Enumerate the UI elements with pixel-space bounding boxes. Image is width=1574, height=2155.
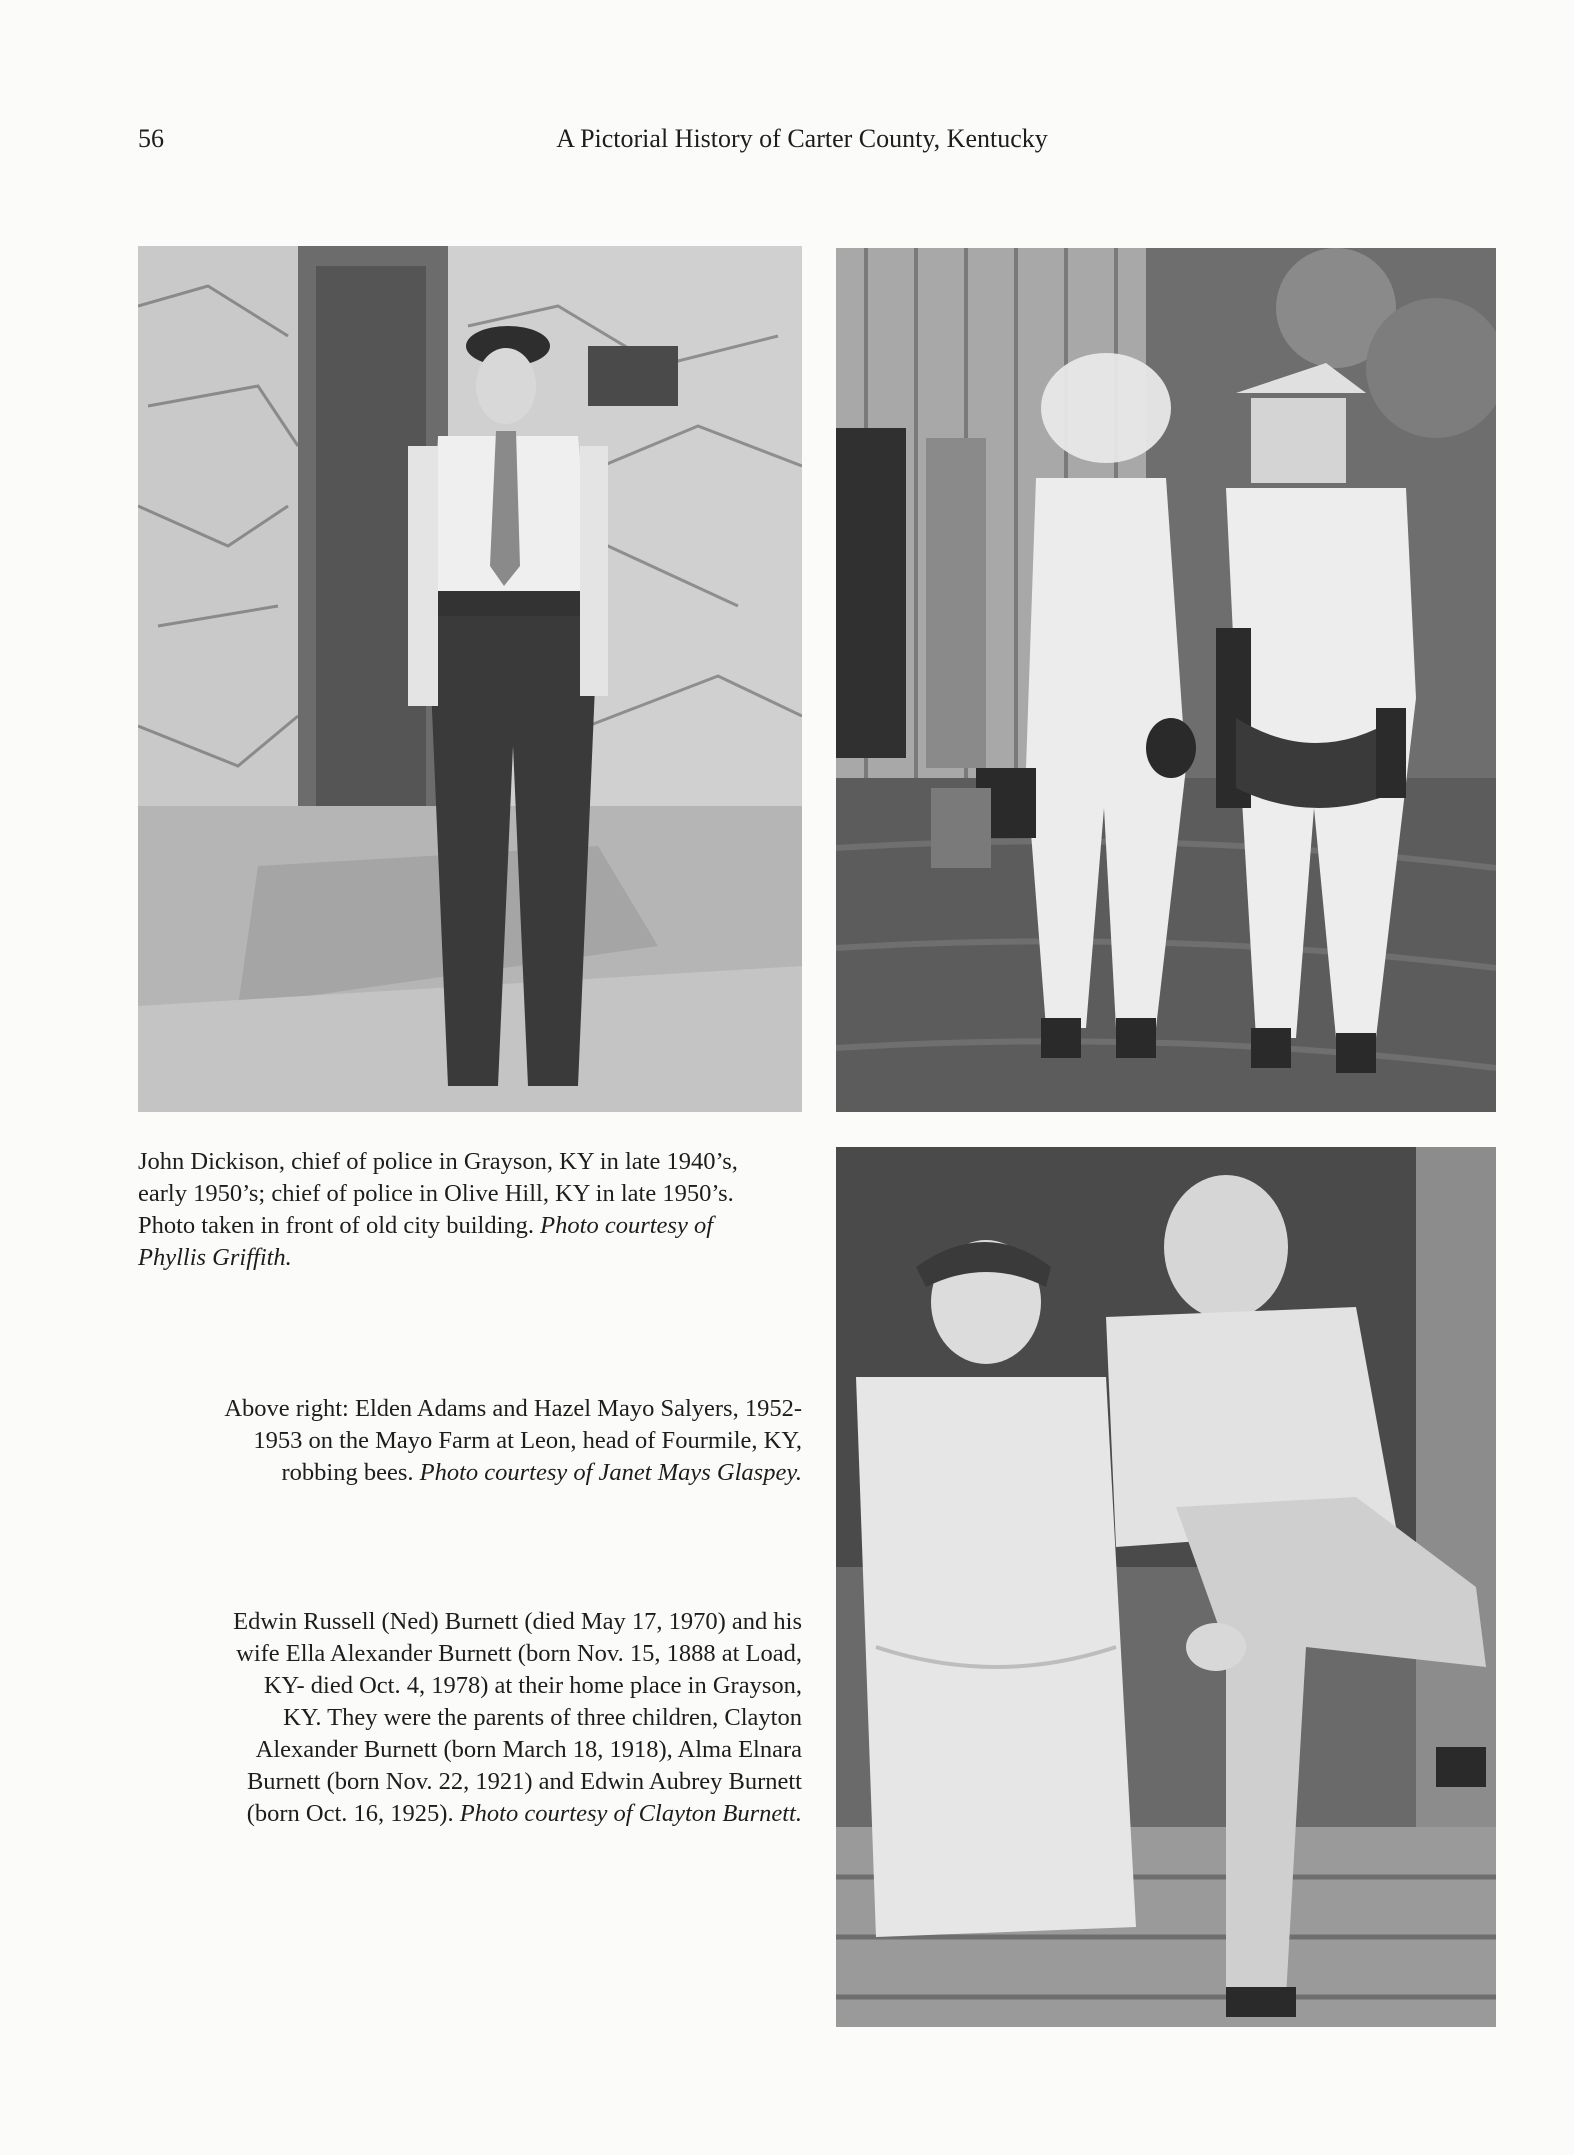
caption-line: early 1950’s; chief of police in Olive Hill, KY in late 1950’s. [138, 1180, 734, 1207]
caption-elderly-couple [140, 1606, 802, 1830]
running-title: A Pictorial History of Carter County, Kentucky [556, 124, 1048, 153]
caption-beekeepers [140, 1393, 802, 1489]
photo-credit: Photo courtesy of Janet Mays Glaspey. [419, 1459, 802, 1486]
photo-credit: Photo courtesy of [540, 1212, 713, 1239]
page-header [0, 124, 1574, 164]
caption-text: Photo taken in front of old city building. [138, 1212, 541, 1239]
photo-credit: Photo courtesy of Clayton Burnett. [459, 1800, 802, 1827]
caption-line [140, 1798, 802, 1830]
photo-beekeepers [836, 248, 1496, 1112]
caption-line: KY- died Oct. 4, 1978) at their home place in Grayson, [263, 1672, 802, 1699]
photo-elderly-couple [836, 1147, 1496, 2027]
caption-line: wife Ella Alexander Burnett (born Nov. 15, 1888 at Load, [236, 1640, 802, 1667]
caption-line: Edwin Russell (Ned) Burnett (died May 17, 1970) and his [233, 1608, 802, 1635]
caption-police-chief [138, 1146, 804, 1274]
caption-line: Alexander Burnett (born March 18, 1918), Alma Elnara [255, 1736, 802, 1763]
caption-text: robbing bees. [281, 1459, 420, 1486]
caption-line [140, 1457, 802, 1489]
caption-line [138, 1242, 804, 1274]
caption-line: Above right: Elden Adams and Hazel Mayo Salyers, 1952- [224, 1395, 802, 1422]
caption-line: Burnett (born Nov. 22, 1921) and Edwin Aubrey Burnett [246, 1768, 802, 1795]
caption-line: 1953 on the Mayo Farm at Leon, head of Fourmile, KY, [253, 1427, 802, 1454]
page-number: 56 [138, 124, 164, 153]
photo-credit: Phyllis Griffith. [138, 1244, 292, 1271]
caption-text: (born Oct. 16, 1925). [246, 1800, 460, 1827]
caption-line: KY. They were the parents of three children, Clayton [283, 1704, 802, 1731]
caption-line: John Dickison, chief of police in Grayson, KY in late 1940’s, [138, 1148, 738, 1175]
caption-line [138, 1210, 804, 1242]
photo-police-chief [138, 246, 802, 1112]
